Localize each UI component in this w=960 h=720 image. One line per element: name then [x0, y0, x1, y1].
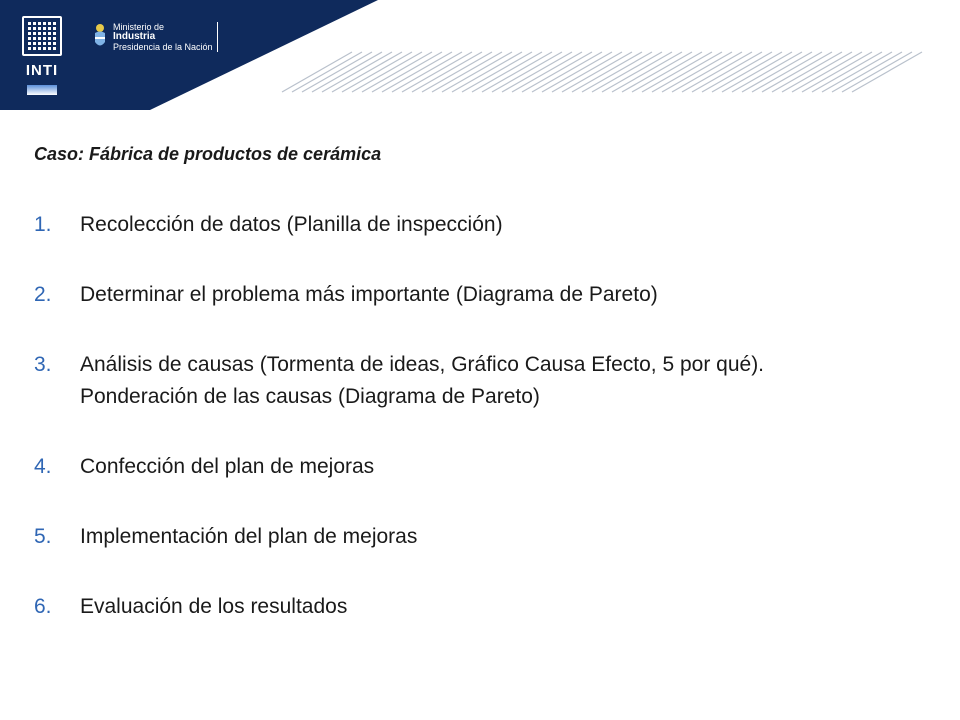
inti-underline	[27, 85, 57, 95]
grid-dot	[48, 47, 51, 50]
grid-dot	[43, 27, 46, 30]
grid-dot	[43, 47, 46, 50]
grid-dot	[28, 22, 31, 25]
grid-dot	[48, 32, 51, 35]
step-number: 6.	[34, 595, 52, 618]
grid-dot	[53, 42, 56, 45]
step-text: Recolección de datos (Planilla de inspección)	[80, 213, 503, 236]
step-item	[34, 349, 850, 413]
grid-dot	[48, 22, 51, 25]
step-number: 5.	[34, 525, 52, 548]
grid-dot	[38, 37, 41, 40]
inti-logo-text: INTI	[25, 62, 59, 79]
ministry-line-1: Ministerio de	[113, 22, 165, 32]
grid-dot	[33, 22, 36, 25]
header-band	[0, 0, 960, 110]
grid-dot	[33, 37, 36, 40]
argentina-emblem-icon	[93, 22, 107, 50]
grid-dot	[48, 27, 51, 30]
grid-dot	[33, 32, 36, 35]
grid-dot	[48, 42, 51, 45]
step-item	[34, 451, 894, 483]
step-number: 2.	[34, 283, 52, 306]
grid-dot	[43, 32, 46, 35]
grid-dot	[53, 47, 56, 50]
grid-dot	[28, 47, 31, 50]
grid-dot	[38, 42, 41, 45]
grid-dot	[43, 22, 46, 25]
grid-dot	[28, 32, 31, 35]
steps-list	[34, 209, 894, 623]
step-text: Análisis de causas (Tormenta de ideas, Gráfico Causa Efecto, 5 por qué). Ponderación de las causas (Diagrama de Pareto)	[80, 353, 765, 408]
step-item	[34, 209, 894, 241]
step-item	[34, 521, 894, 553]
inti-logo	[20, 16, 64, 95]
grid-icon	[22, 16, 62, 56]
grid-dot	[38, 27, 41, 30]
grid-dot	[38, 47, 41, 50]
grid-dot	[43, 42, 46, 45]
step-text: Implementación del plan de mejoras	[80, 525, 418, 548]
step-text: Evaluación de los resultados	[80, 595, 348, 618]
grid-dot	[43, 37, 46, 40]
grid-dot	[28, 27, 31, 30]
diagonal-stripes	[282, 52, 922, 92]
step-number: 3.	[34, 353, 52, 376]
step-text: Confección del plan de mejoras	[80, 455, 375, 478]
ministry-line-2: Industria	[113, 31, 156, 42]
grid-dot	[53, 27, 56, 30]
grid-dot	[53, 22, 56, 25]
grid-dot	[38, 22, 41, 25]
header-background	[0, 0, 960, 110]
grid-dot	[53, 37, 56, 40]
step-item	[34, 591, 894, 623]
ministry-line-3: Presidencia de la Nación	[113, 42, 213, 52]
grid-dot	[48, 37, 51, 40]
grid-dot	[28, 37, 31, 40]
grid-dot	[28, 42, 31, 45]
step-number: 1.	[34, 213, 52, 236]
grid-dot	[33, 42, 36, 45]
step-number: 4.	[34, 455, 52, 478]
grid-dot	[53, 32, 56, 35]
case-title: Caso: Fábrica de productos de cerámica	[34, 144, 382, 164]
ministry-text	[113, 22, 218, 52]
step-item	[34, 279, 894, 311]
grid-dot	[38, 32, 41, 35]
grid-dot	[33, 47, 36, 50]
step-text: Determinar el problema más importante (Diagrama de Pareto)	[80, 283, 658, 306]
grid-dot	[33, 27, 36, 30]
